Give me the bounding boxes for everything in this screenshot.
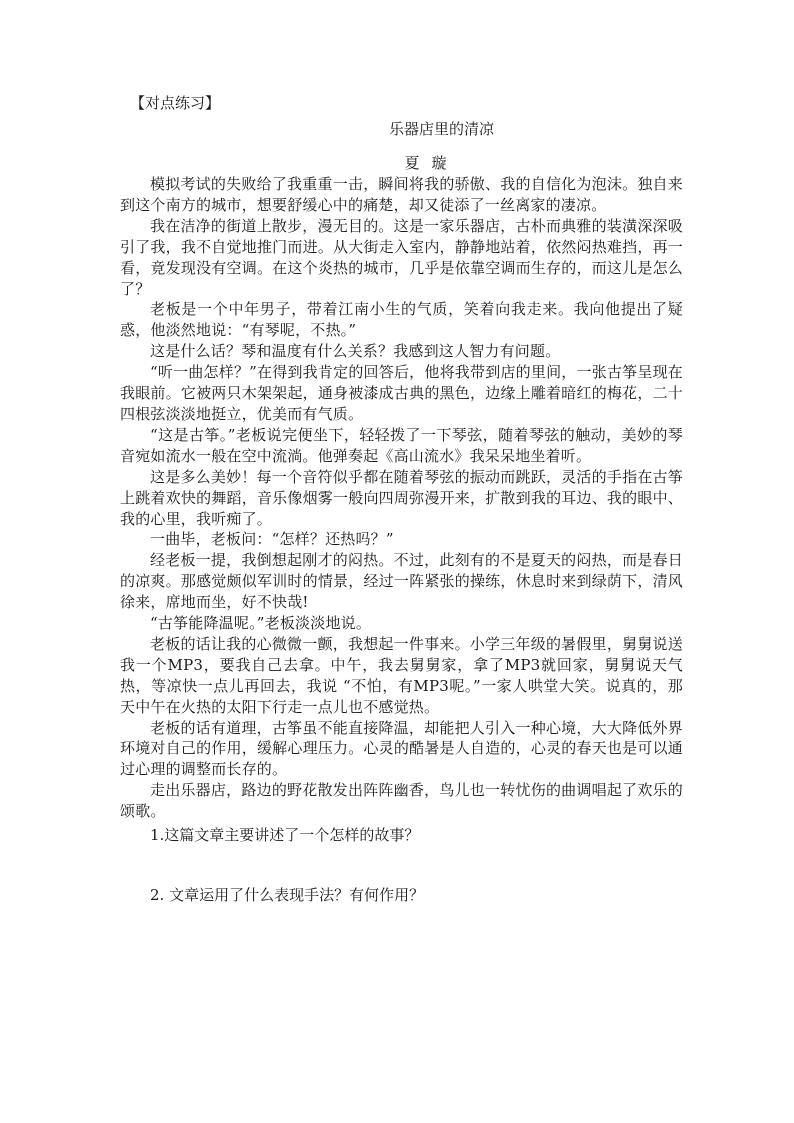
- paragraph: “古筝能降温呢。”老板淡淡地说。: [150, 614, 372, 633]
- paragraph: “听一曲怎样？”在得到我肯定的回答后，他将我带到店的里间，一张古筝呈现在我眼前。它被两只木架架起，通身被漆成古典的黑色，边缘上雕着暗红的梅花，二十四根弦淡淡地挺立，优美而有气质。: [120, 363, 683, 423]
- paragraph: 我在洁净的街道上散步，漫无目的。这是一家乐器店，古朴而典雅的装潢深深吸引了我，我不自觉地推门而进。从大街走入室内，静静地站着，依然闷热难挡，再一看，竟发现没有空调。在这个炎热的城市，几乎是依靠空调而生存的，而这儿是怎么了？: [120, 216, 683, 298]
- paragraph: 老板的话有道理，古筝虽不能直接降温，却能把人引入一种心境，大大降低外界环境对自己的作用，缓解心理压力。心灵的酷暑是人自造的，心灵的春天也是可以通过心理的调整而长存的。: [120, 718, 683, 779]
- paragraph: 一曲毕，老板问：“怎样？还热吗？”: [150, 530, 394, 549]
- paragraph: 老板是一个中年男子，带着江南小生的气质，笑着向我走来。我向他提出了疑惑，他淡然地说：“有琴呢，不热。”: [120, 300, 683, 340]
- article-author: 夏璇: [404, 154, 459, 172]
- section-label: 【对点练习】: [130, 94, 221, 112]
- paragraph: 模拟考试的失败给了我重重一击，瞬间将我的骄傲、我的自信化为泡沫。独自来到这个南方的城市，想要舒缓心中的痛楚，却又徒添了一丝离家的凄凉。: [120, 175, 683, 214]
- paragraph: 这是什么话？琴和温度有什么关系？我感到这人智力有问题。: [150, 342, 561, 361]
- paragraph: 走出乐器店，路边的野花散发出阵阵幽香，鸟儿也一转忧伤的曲调唱起了欢乐的颂歌。: [120, 781, 683, 821]
- document-page: [120, 92, 683, 906]
- article-body: [120, 174, 683, 822]
- paragraph: 这是多么美妙！每一个音符似乎都在随着琴弦的振动而跳跃，灵活的手指在古筝上跳着欢快的舞蹈，音乐像烟雾一般向四周弥漫开来，扩散到我的耳边、我的眼中、我的心里，我听痴了。: [120, 467, 683, 528]
- question-2: 2. 文章运用了什么表现手法？有何作用？: [150, 886, 425, 905]
- question-1: 1.这篇文章主要讲述了一个怎样的故事？: [150, 826, 420, 845]
- paragraph: 经老板一提，我倒想起刚才的闷热。不过，此刻有的不是夏天的闷热，而是春日的凉爽。那感觉颇似军训时的情景，经过一阵紧张的操练，休息时来到绿荫下，清风徐来，席地而坐，好不快哉!: [120, 551, 683, 612]
- paragraph: 老板的话让我的心微微一颤，我想起一件事来。小学三年级的暑假里，舅舅说送我一个MP3，要我自己去拿。中午，我去舅舅家，拿了MP3就回家，舅舅说天气热，等凉快一点儿再回去，我说 “不怕，有MP3呢。”一家人哄堂大笑。说真的，那天中午在火热的太阳下行走一点儿也不感觉热。: [120, 634, 683, 716]
- paragraph: “这是古筝。”老板说完便坐下，轻轻拨了一下琴弦，随着琴弦的触动，美妙的琴音宛如流水一般在空中流淌。他弹奏起《高山流水》我呆呆地坐着听。: [120, 425, 683, 465]
- article-title: 乐器店里的清凉: [388, 120, 494, 138]
